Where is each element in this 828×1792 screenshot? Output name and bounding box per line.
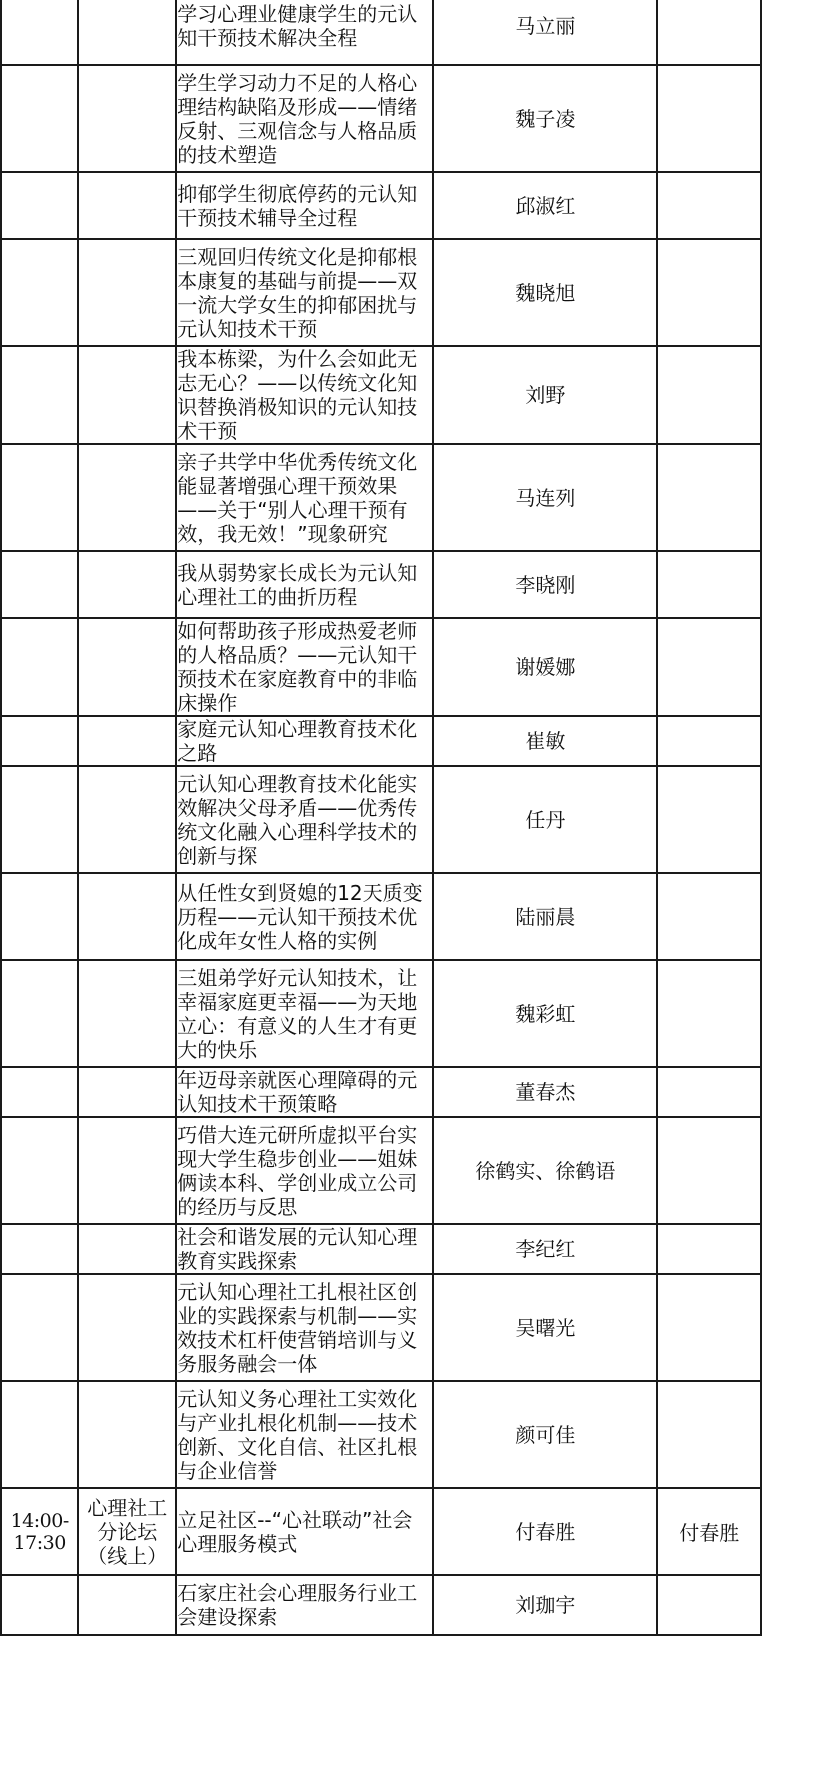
topic-cell	[176, 873, 433, 960]
topic-cell	[176, 1381, 433, 1488]
forum-cell	[78, 618, 176, 716]
time-cell	[1, 65, 78, 172]
time-cell	[1, 1575, 78, 1635]
time-cell	[1, 766, 78, 873]
time-cell	[1, 618, 78, 716]
speaker-text: 李纪红	[515, 1237, 576, 1261]
time-cell	[1, 444, 78, 551]
topic-cell	[176, 346, 433, 444]
topic-cell	[176, 1117, 433, 1224]
speaker-text: 崔敏	[525, 729, 566, 753]
speaker-cell	[433, 1274, 657, 1381]
host-cell	[657, 346, 761, 444]
topic-cell	[176, 716, 433, 766]
topic-text: 如何帮助孩子形成热爱老师的人格品质？——元认知干预技术在家庭教育中的非临床操作	[177, 619, 418, 715]
host-cell	[657, 0, 761, 65]
time-cell	[1, 172, 78, 239]
topic-cell	[176, 239, 433, 346]
forum-cell	[78, 0, 176, 65]
time-cell	[1, 239, 78, 346]
topic-cell	[176, 65, 433, 172]
speaker-cell	[433, 1381, 657, 1488]
table-row	[1, 1381, 761, 1488]
table-row	[1, 172, 761, 239]
host-cell	[657, 960, 761, 1067]
forum-cell	[78, 1381, 176, 1488]
topic-text: 巧借大连元研所虚拟平台实现大学生稳步创业——姐妹俩读本科、学创业成立公司的经历与反思	[177, 1122, 418, 1219]
table-row	[1, 65, 761, 172]
forum-cell	[78, 551, 176, 618]
host-cell	[657, 873, 761, 960]
forum-cell	[78, 239, 176, 346]
topic-cell	[176, 960, 433, 1067]
speaker-text: 付春胜	[515, 1519, 576, 1544]
topic-text: 学生学习动力不足的人格心理结构缺陷及形成——情绪反射、三观信念与人格品质的技术塑造	[177, 70, 418, 167]
topic-cell	[176, 766, 433, 873]
forum-cell	[78, 444, 176, 551]
table-row	[1, 0, 761, 65]
speaker-text: 马连列	[515, 485, 576, 510]
topic-cell	[176, 444, 433, 551]
host-cell	[657, 618, 761, 716]
forum-cell	[78, 716, 176, 766]
time-cell	[1, 1067, 78, 1117]
speaker-cell	[433, 960, 657, 1067]
host-cell	[657, 444, 761, 551]
host-cell	[657, 172, 761, 239]
topic-cell	[176, 1274, 433, 1381]
forum-cell	[78, 65, 176, 172]
topic-text: 立足社区--“心社联动”社会心理服务模式	[177, 1507, 413, 1556]
forum-cell	[78, 766, 176, 873]
host-cell	[657, 1067, 761, 1117]
speaker-cell	[433, 618, 657, 716]
topic-text: 亲子共学中华优秀传统文化能显著增强心理干预效果——关于“别人心理干预有效，我无效！”现象研究	[177, 449, 418, 546]
speaker-text: 邱淑红	[515, 193, 576, 218]
topic-cell	[176, 172, 433, 239]
topic-text: 元认知义务心理社工实效化与产业扎根化机制——技术创新、文化自信、社区扎根与企业信誉	[177, 1386, 418, 1483]
speaker-cell	[433, 1575, 657, 1635]
forum-cell	[78, 1274, 176, 1381]
speaker-text: 谢媛娜	[515, 655, 576, 679]
time-cell	[1, 551, 78, 618]
host-cell	[657, 239, 761, 346]
speaker-text: 徐鹤实、徐鹤语	[475, 1158, 616, 1183]
speaker-cell	[433, 1117, 657, 1224]
table-row	[1, 716, 761, 766]
forum-cell	[78, 873, 176, 960]
time-cell	[1, 716, 78, 766]
topic-cell	[176, 0, 433, 65]
speaker-cell	[433, 65, 657, 172]
speaker-cell	[433, 1067, 657, 1117]
table-row	[1, 444, 761, 551]
host-cell	[657, 1117, 761, 1224]
host-cell	[657, 1575, 761, 1635]
time-cell	[1, 0, 78, 65]
forum-cell	[78, 346, 176, 444]
time-cell	[1, 1488, 78, 1575]
topic-text: 三姐弟学好元认知技术，让幸福家庭更幸福——为天地立心：有意义的人生才有更大的快乐	[177, 965, 418, 1062]
forum-cell	[78, 1067, 176, 1117]
speaker-text: 陆丽晨	[515, 904, 576, 929]
speaker-cell	[433, 551, 657, 618]
speaker-text: 刘珈宇	[515, 1593, 576, 1617]
speaker-cell	[433, 0, 657, 65]
table-row	[1, 1274, 761, 1381]
speaker-text: 魏子凌	[515, 106, 576, 131]
topic-text: 石家庄社会心理服务行业工会建设探索	[177, 1581, 418, 1629]
topic-text: 元认知心理社工扎根社区创业的实践探索与机制——实效技术杠杆使营销培训与义务服务融会一体	[177, 1279, 418, 1376]
topic-cell	[176, 618, 433, 716]
speaker-cell	[433, 873, 657, 960]
topic-text: 学习心理业健康学生的元认知干预技术解决全程	[177, 2, 418, 50]
host-cell	[657, 551, 761, 618]
host-cell	[657, 1381, 761, 1488]
topic-text: 家庭元认知心理教育技术化之路	[177, 717, 418, 765]
forum-cell	[78, 1488, 176, 1575]
time-cell	[1, 1381, 78, 1488]
speaker-text: 马立丽	[515, 14, 576, 38]
time-cell	[1, 1117, 78, 1224]
topic-text: 三观回归传统文化是抑郁根本康复的基础与前提——双一流大学女生的抑郁困扰与元认知技术干预	[177, 244, 418, 341]
time-cell	[1, 873, 78, 960]
table-row	[1, 346, 761, 444]
table-row	[1, 960, 761, 1067]
table-row	[1, 618, 761, 716]
topic-cell	[176, 1575, 433, 1635]
speaker-text: 魏彩虹	[515, 1001, 576, 1026]
host-text: 付春胜	[679, 1521, 740, 1545]
topic-cell	[176, 1224, 433, 1274]
table-row	[1, 1488, 761, 1575]
table-row	[1, 1117, 761, 1224]
schedule-rows	[1, 0, 761, 1635]
speaker-cell	[433, 172, 657, 239]
time-cell	[1, 1224, 78, 1274]
forum-cell	[78, 1117, 176, 1224]
speaker-text: 刘野	[525, 383, 566, 407]
topic-text: 我从弱势家长成长为元认知心理社工的曲折历程	[177, 560, 418, 609]
forum-cell	[78, 172, 176, 239]
topic-text: 社会和谐发展的元认知心理教育实践探索	[177, 1225, 418, 1273]
topic-text: 从任性女到贤媳的12天质变历程——元认知干预技术优化成年女性人格的实例	[177, 880, 423, 953]
speaker-text: 董春杰	[515, 1080, 576, 1104]
time-cell	[1, 1274, 78, 1381]
speaker-cell	[433, 766, 657, 873]
speaker-cell	[433, 1224, 657, 1274]
topic-text: 我本栋梁，为什么会如此无志无心？——以传统文化知识替换消极知识的元认知技术干预	[177, 347, 418, 443]
time-cell	[1, 960, 78, 1067]
speaker-text: 李晓刚	[515, 572, 576, 597]
table-row	[1, 1224, 761, 1274]
forum-text: 心理社工分论坛（线上）	[87, 1495, 168, 1568]
topic-text: 元认知心理教育技术化能实效解决父母矛盾——优秀传统文化融入心理科学技术的创新与探	[177, 771, 418, 868]
speaker-cell	[433, 239, 657, 346]
table-row	[1, 1575, 761, 1635]
topic-cell	[176, 1488, 433, 1575]
speaker-cell	[433, 716, 657, 766]
forum-cell	[78, 1575, 176, 1635]
time-cell	[1, 346, 78, 444]
speaker-cell	[433, 1488, 657, 1575]
host-cell	[657, 65, 761, 172]
speaker-text: 颜可佳	[515, 1422, 576, 1447]
host-cell	[657, 766, 761, 873]
host-cell	[657, 1224, 761, 1274]
topic-text: 抑郁学生彻底停药的元认知干预技术辅导全过程	[177, 181, 418, 230]
speaker-cell	[433, 444, 657, 551]
table-row	[1, 551, 761, 618]
host-cell	[657, 1274, 761, 1381]
speaker-cell	[433, 346, 657, 444]
table-row	[1, 766, 761, 873]
time-text: 14:00-17:30	[10, 1509, 69, 1554]
topic-cell	[176, 551, 433, 618]
speaker-text: 魏晓旭	[515, 280, 576, 305]
speaker-text: 任丹	[525, 807, 566, 832]
table-row	[1, 239, 761, 346]
forum-cell	[78, 960, 176, 1067]
forum-cell	[78, 1224, 176, 1274]
speaker-text: 吴曙光	[515, 1315, 576, 1340]
table-row	[1, 873, 761, 960]
host-cell	[657, 1488, 761, 1575]
table-row	[1, 1067, 761, 1117]
host-cell	[657, 716, 761, 766]
topic-cell	[176, 1067, 433, 1117]
topic-text: 年迈母亲就医心理障碍的元认知技术干预策略	[177, 1068, 418, 1116]
